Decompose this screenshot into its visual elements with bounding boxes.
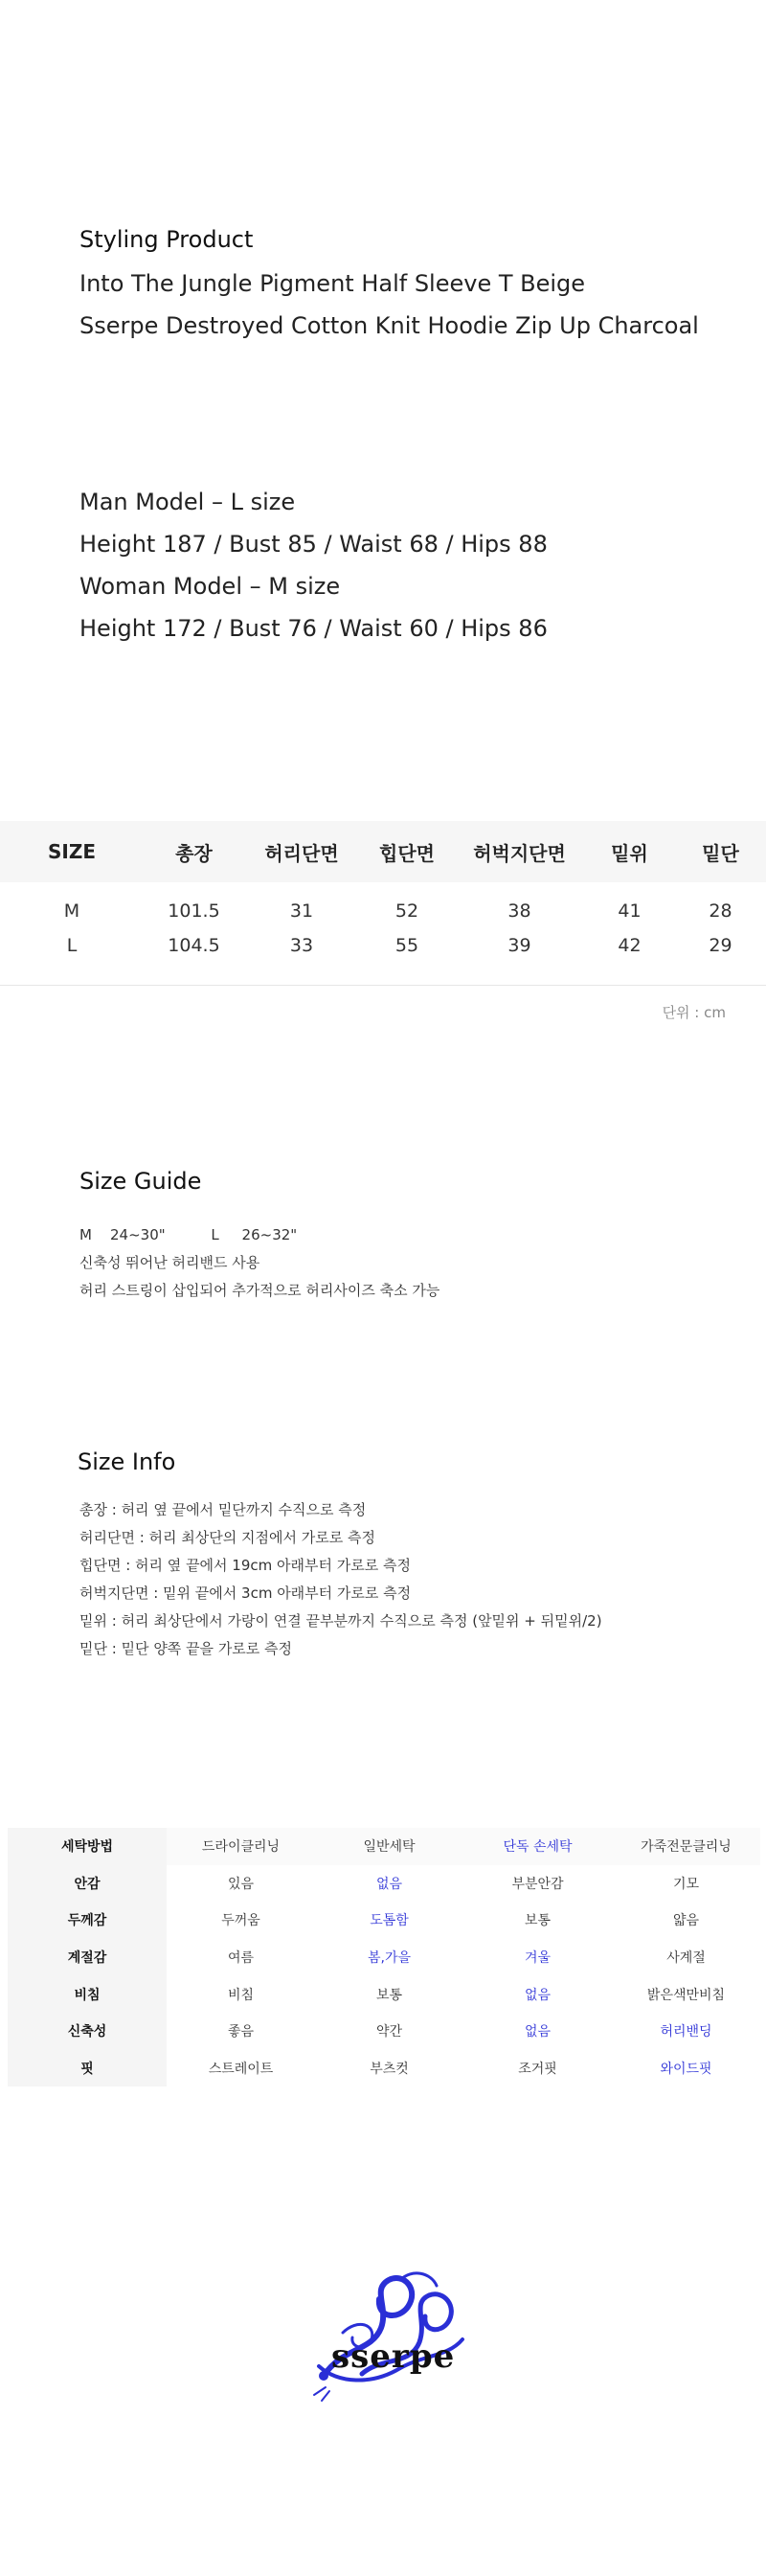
size-info-line: 허리단면 : 허리 최상단의 지점에서 가로로 측정 [79, 1529, 375, 1546]
care-row-lining [8, 1865, 760, 1903]
size-guide-title: Size Guide [79, 1168, 202, 1195]
care-option: 보통 [524, 1913, 552, 1929]
table-cell: 52 [394, 900, 419, 922]
header-cell: 허벅지단면 [455, 821, 584, 882]
care-row-season [8, 1939, 760, 1976]
care-row-fit [8, 2050, 760, 2087]
table-cell: 31 [289, 900, 314, 922]
care-option: 약간 [375, 2024, 403, 2040]
care-option-selected: 도톰함 [370, 1913, 409, 1929]
care-row-transparency [8, 1975, 760, 2013]
header-cell: 총장 [144, 821, 244, 882]
table-cell: 33 [289, 935, 314, 956]
header-cell: 허리단면 [244, 821, 359, 882]
care-row-stretch [8, 2013, 760, 2050]
header-cell: 밑위 [584, 821, 675, 882]
care-option-selected: 허리밴딩 [660, 2024, 712, 2040]
care-option-selected: 없음 [524, 2024, 552, 2040]
woman-model-title: Woman Model – M size [79, 573, 341, 600]
logo-wordmark: sserpe [331, 2337, 456, 2376]
care-option: 부분안감 [511, 1876, 564, 1892]
woman-model-measure: Height 172 / Bust 76 / Waist 60 / Hips 86 [79, 615, 548, 642]
table-cell: 104.5 [168, 935, 220, 956]
care-row-wash [8, 1828, 760, 1865]
care-row-label: 세탁방법 [8, 1828, 167, 1865]
size-info-line: 허벅지단면 : 밑위 끝에서 3cm 아래부터 가로로 측정 [79, 1584, 412, 1602]
unit-label: 단위 : cm [662, 1004, 726, 1021]
styling-item-2: Sserpe Destroyed Cotton Knit Hoodie Zip Up Charcoal [79, 312, 699, 339]
size-info-line: 밑단 : 밑단 양쪽 끝을 가로로 측정 [79, 1640, 293, 1657]
care-row-label: 두께감 [8, 1902, 167, 1939]
care-option: 일반세탁 [315, 1828, 463, 1865]
care-option: 사계절 [666, 1950, 706, 1967]
table-cell: 41 [618, 900, 642, 922]
table-cell: 38 [507, 900, 531, 922]
care-option-selected: 단독 손세탁 [463, 1828, 612, 1865]
care-option: 기모 [672, 1876, 700, 1892]
care-row-label: 안감 [8, 1865, 167, 1903]
care-option: 밝은색만비침 [646, 1987, 726, 2003]
size-guide-line: 신축성 뛰어난 허리밴드 사용 [79, 1254, 260, 1271]
care-option: 부츠컷 [370, 2061, 409, 2077]
fabric-care-table [8, 1828, 760, 2086]
care-option: 보통 [375, 1987, 403, 2003]
size-table-header [0, 821, 766, 882]
header-cell: 힙단면 [359, 821, 455, 882]
snake-logo-icon [304, 2261, 477, 2405]
styling-item-1: Into The Jungle Pigment Half Sleeve T Beige [79, 270, 586, 297]
care-option: 조거핏 [518, 2061, 557, 2077]
man-model-measure: Height 187 / Bust 85 / Waist 68 / Hips 88 [79, 531, 548, 558]
care-option-selected: 겨울 [524, 1950, 552, 1967]
table-cell: 55 [394, 935, 419, 956]
size-info-title: Size Info [78, 1448, 176, 1475]
care-option: 가죽전문클리닝 [612, 1828, 760, 1865]
table-cell: L [66, 935, 78, 956]
care-option: 드라이클리닝 [167, 1828, 315, 1865]
care-option: 두꺼움 [221, 1913, 260, 1929]
table-cell: 42 [618, 935, 642, 956]
size-table [0, 821, 766, 974]
care-row-label: 비침 [8, 1975, 167, 2013]
care-row-thickness [8, 1902, 760, 1939]
care-option: 비침 [227, 1987, 255, 2003]
care-option: 여름 [227, 1950, 255, 1967]
care-option-selected: 없음 [375, 1876, 403, 1892]
table-row [0, 928, 766, 974]
table-cell: 101.5 [168, 900, 220, 922]
table-cell: 28 [709, 900, 732, 922]
care-option: 얇음 [672, 1913, 700, 1929]
header-cell: 밑단 [675, 821, 766, 882]
table-divider [0, 985, 766, 986]
care-option-selected: 봄,가을 [367, 1950, 412, 1967]
care-option: 좋음 [227, 2024, 255, 2040]
care-row-label: 핏 [8, 2050, 167, 2087]
care-row-label: 계절감 [8, 1939, 167, 1976]
man-model-title: Man Model – L size [79, 489, 296, 515]
size-info-line: 밑위 : 허리 최상단에서 가랑이 연결 끝부분까지 수직으로 측정 (앞밑위 + 뒤밑위/2) [79, 1612, 602, 1630]
size-guide-line: 허리 스트링이 삽입되어 추가적으로 허리사이즈 축소 가능 [79, 1282, 440, 1299]
size-info-line: 힙단면 : 허리 옆 끝에서 19cm 아래부터 가로로 측정 [79, 1557, 411, 1574]
size-info-line: 총장 : 허리 옆 끝에서 밑단까지 수직으로 측정 [79, 1501, 367, 1518]
care-option-selected: 와이드핏 [660, 2061, 712, 2077]
care-row-label: 신축성 [8, 2013, 167, 2050]
brand-logo [304, 2261, 477, 2405]
size-guide-line: M 24~30" L 26~32" [79, 1226, 298, 1243]
care-option: 스트레이트 [208, 2061, 274, 2077]
table-cell: 39 [507, 935, 531, 956]
table-cell: M [63, 900, 80, 922]
header-cell: SIZE [0, 821, 144, 882]
care-option: 있음 [227, 1876, 255, 1892]
care-option-selected: 없음 [524, 1987, 552, 2003]
table-row [0, 882, 766, 928]
styling-title: Styling Product [79, 226, 254, 253]
table-cell: 29 [709, 935, 732, 956]
